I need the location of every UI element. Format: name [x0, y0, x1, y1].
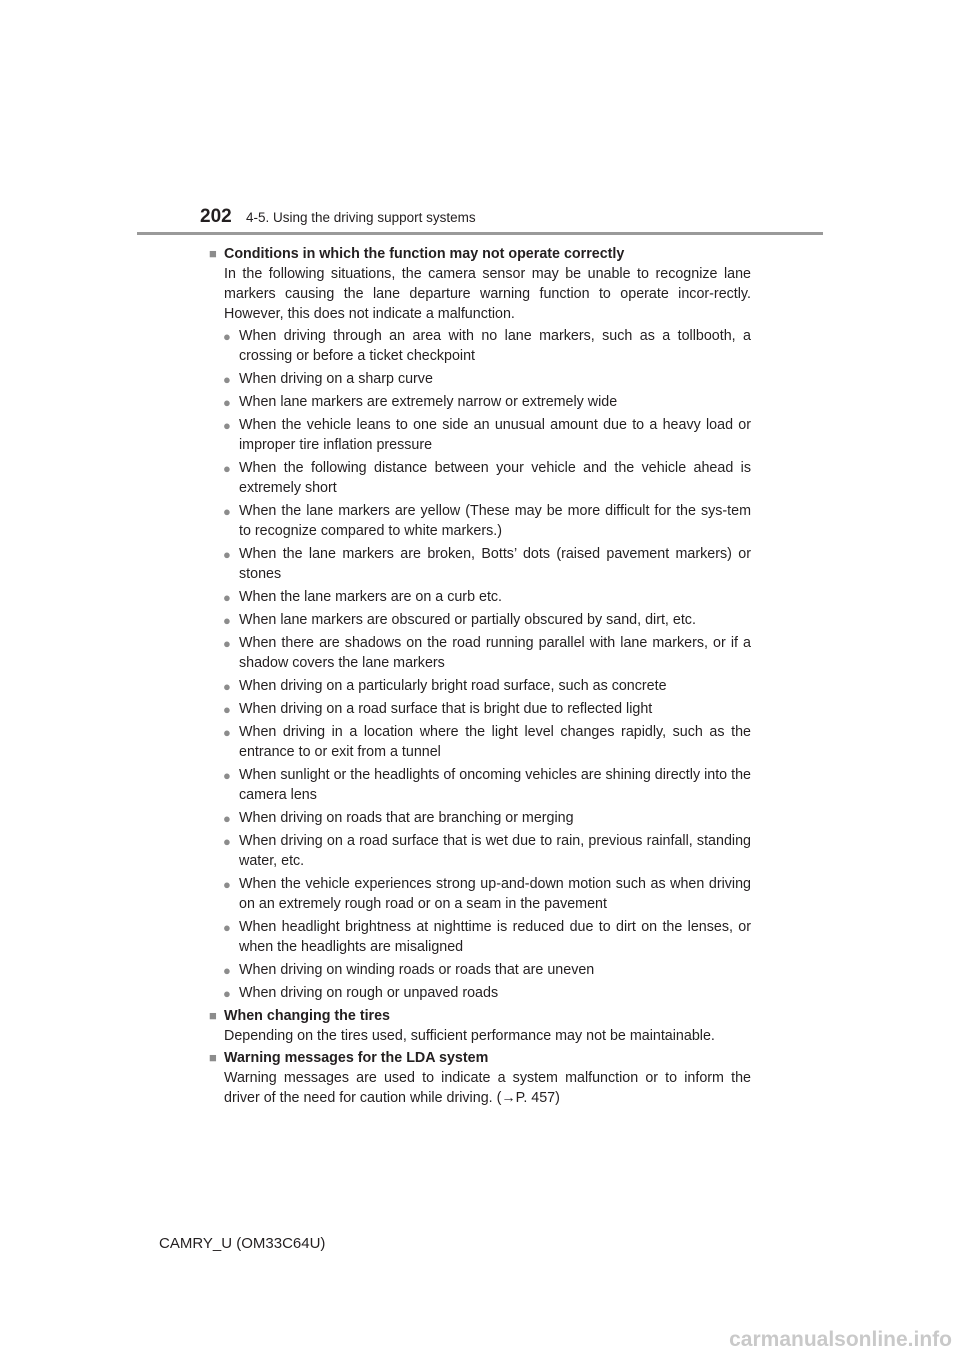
conditions-list: [209, 326, 751, 1003]
page-body: [209, 242, 751, 1108]
list-item: ● When driving through an area with no lane markers, such as a tollbooth, a crossing or before a ticket checkpoint: [223, 328, 751, 364]
circle-bullet-icon: ●: [223, 877, 231, 892]
circle-bullet-icon: ●: [223, 636, 231, 651]
list-item: ● When sunlight or the headlights of oncoming vehicles are shining directly into the camera lens: [223, 767, 751, 803]
circle-bullet-icon: ●: [223, 834, 231, 849]
circle-bullet-icon: ●: [223, 329, 231, 344]
list-item: ● When the vehicle leans to one side an unusual amount due to a heavy load or improper tire inflation pressure: [223, 417, 751, 453]
section-title: 4-5. Using the driving support systems: [246, 210, 476, 225]
circle-bullet-icon: ●: [223, 547, 231, 562]
circle-bullet-icon: ●: [223, 418, 231, 433]
section-paragraph: Depending on the tires used, sufficient performance may not be maintainable.: [224, 1028, 715, 1044]
list-item: ● When lane markers are extremely narrow or extremely wide: [209, 392, 751, 412]
circle-bullet-icon: ●: [223, 461, 231, 476]
section-paragraph: In the following situations, the camera sensor may be unable to recognize lane markers causing the lane departure warning function to operate incor-rectly. However, this does not indicate a malfunction.: [224, 266, 751, 322]
document-code: CAMRY_U (OM33C64U): [159, 1235, 326, 1252]
circle-bullet-icon: ●: [223, 679, 231, 694]
circle-bullet-icon: ●: [223, 504, 231, 519]
list-item: ● When driving on winding roads or roads that are uneven: [209, 960, 751, 980]
list-item: ● When driving on roads that are branching or merging: [209, 808, 751, 828]
list-item: ● When the lane markers are broken, Botts’ dots (raised pavement markers) or stones: [223, 546, 751, 582]
circle-bullet-icon: ●: [223, 702, 231, 717]
list-item: ● When driving in a location where the light level changes rapidly, such as the entrance to or exit from a tunnel: [223, 724, 751, 760]
list-item: ● When driving on a particularly bright road surface, such as concrete: [209, 676, 751, 696]
header-divider: [137, 232, 823, 235]
list-item: ● When the vehicle experiences strong up-and-down motion such as when driving on an extremely rough road or on a seam in the pavement: [223, 876, 751, 912]
list-item: ● When the lane markers are yellow (These may be more difficult for the sys-tem to recognize compared to white markers.): [223, 503, 751, 539]
circle-bullet-icon: ●: [223, 613, 231, 628]
circle-bullet-icon: ●: [223, 986, 231, 1001]
circle-bullet-icon: ●: [223, 768, 231, 783]
list-item: ● When driving on rough or unpaved roads: [209, 983, 751, 1003]
section-warning-messages: [209, 1048, 751, 1108]
list-item: ● When driving on a road surface that is wet due to rain, previous rainfall, standing water, etc.: [223, 833, 751, 869]
section-changing-tires: [209, 1006, 751, 1046]
list-item: ● When driving on a road surface that is bright due to reflected light: [209, 699, 751, 719]
list-item: ● When headlight brightness at nighttime is reduced due to dirt on the lenses, or when the headlights are misaligned: [223, 919, 751, 955]
list-item: ● When there are shadows on the road running parallel with lane markers, or if a shadow covers the lane markers: [223, 635, 751, 671]
section-heading: ■ When changing the tires: [209, 1006, 751, 1026]
page-number: 202: [200, 206, 232, 227]
section-heading: ■ Conditions in which the function may not operate correctly: [209, 244, 751, 264]
circle-bullet-icon: ●: [223, 963, 231, 978]
circle-bullet-icon: ●: [223, 590, 231, 605]
section-conditions: [209, 244, 751, 1003]
circle-bullet-icon: ●: [223, 920, 231, 935]
section-heading: ■ Warning messages for the LDA system: [209, 1048, 751, 1068]
watermark: carmanualsonline.info: [729, 1328, 952, 1351]
circle-bullet-icon: ●: [223, 395, 231, 410]
list-item: ● When lane markers are obscured or partially obscured by sand, dirt, etc.: [209, 610, 751, 630]
list-item: ● When driving on a sharp curve: [209, 369, 751, 389]
section-paragraph: Warning messages are used to indicate a system malfunction or to inform the driver of the need for caution while driving. (→P. 457): [224, 1070, 751, 1106]
circle-bullet-icon: ●: [223, 372, 231, 387]
circle-bullet-icon: ●: [223, 811, 231, 826]
list-item: ● When the lane markers are on a curb etc.: [209, 587, 751, 607]
circle-bullet-icon: ●: [223, 725, 231, 740]
list-item: ● When the following distance between your vehicle and the vehicle ahead is extremely short: [223, 460, 751, 496]
